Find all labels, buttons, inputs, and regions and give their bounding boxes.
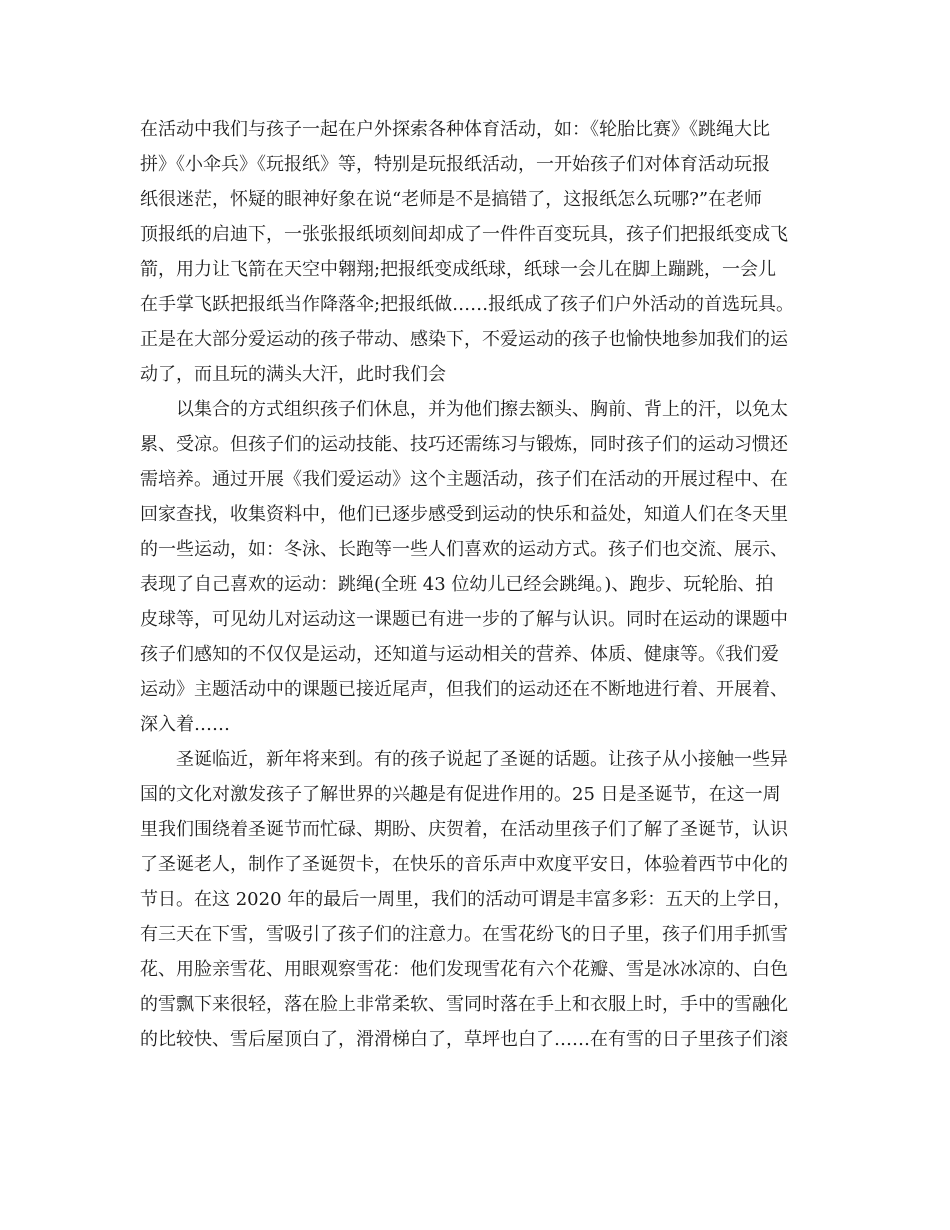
text-line: 顶报纸的启迪下，一张张报纸顷刻间却成了一件件百变玩具，孩子们把报纸变成飞 bbox=[140, 224, 788, 245]
text-line: 动了，而且玩的满头大汗，此时我们会 bbox=[140, 364, 446, 385]
text-line: 正是在大部分爱运动的孩子带动、感染下，不爱运动的孩子也愉快地参加我们的运 bbox=[140, 329, 788, 350]
text-line: 国的文化对激发孩子了解世界的兴趣是有促进作用的。25 日是圣诞节，在这一周 bbox=[140, 784, 781, 805]
text-line: 累、受凉。但孩子们的运动技能、技巧还需练习与锻炼，同时孩子们的运动习惯还 bbox=[140, 434, 788, 455]
text-line: 回家查找，收集资料中，他们已逐步感受到运动的快乐和益处，知道人们在冬天里 bbox=[140, 504, 788, 525]
text-line: 孩子们感知的不仅仅是运动，还知道与运动相关的营养、体质、健康等。《我们爱 bbox=[140, 644, 779, 665]
text-line: 在活动中我们与孩子一起在户外探索各种体育活动，如：《轮胎比赛》《跳绳大比 bbox=[140, 119, 770, 140]
text-line: 需培养。通过开展《我们爱运动》这个主题活动，孩子们在活动的开展过程中、在 bbox=[140, 469, 788, 490]
text-line: 箭，用力让飞箭在天空中翱翔;把报纸变成纸球，纸球一会儿在脚上蹦跳，一会儿 bbox=[140, 259, 777, 280]
text-line: 有三天在下雪，雪吸引了孩子们的注意力。在雪花纷飞的日子里，孩子们用手抓雪 bbox=[140, 924, 788, 945]
text-line: 了圣诞老人，制作了圣诞贺卡，在快乐的音乐声中欢度平安日，体验着西节中化的 bbox=[140, 854, 788, 875]
text-line: 节日。在这 2020 年的最后一周里，我们的活动可谓是丰富多彩：五天的上学日， bbox=[140, 889, 792, 910]
text-line: 纸很迷茫，怀疑的眼神好象在说“老师是不是搞错了，这报纸怎么玩哪?”在老师 bbox=[140, 189, 763, 210]
text-line: 里我们围绕着圣诞节而忙碌、期盼、庆贺着，在活动里孩子们了解了圣诞节，认识 bbox=[140, 819, 788, 840]
text-line: 深入着…… bbox=[140, 714, 230, 735]
document-body bbox=[140, 112, 820, 1057]
text-line: 拼》《小伞兵》《玩报纸》等，特别是玩报纸活动，一开始孩子们对体育活动玩报 bbox=[140, 154, 770, 175]
text-line: 皮球等，可见幼儿对运动这一课题已有进一步的了解与认识。同时在运动的课题中 bbox=[140, 609, 788, 630]
paragraph-first-line: 圣诞临近，新年将来到。有的孩子说起了圣诞的话题。让孩子从小接触一些异 bbox=[176, 749, 788, 770]
text-line: 运动》主题活动中的课题已接近尾声，但我们的运动还在不断地进行着、开展着、 bbox=[140, 679, 788, 700]
text-line: 花、用脸亲雪花、用眼观察雪花：他们发现雪花有六个花瓣、雪是冰冰凉的、白色 bbox=[140, 959, 788, 980]
text-line: 表现了自己喜欢的运动：跳绳(全班 43 位幼儿已经会跳绳。)、跑步、玩轮胎、拍 bbox=[140, 574, 774, 595]
text-line: 的雪飘下来很轻，落在脸上非常柔软、雪同时落在手上和衣服上时，手中的雪融化 bbox=[140, 994, 788, 1015]
text-line: 的一些运动，如：冬泳、长跑等一些人们喜欢的运动方式。孩子们也交流、展示、 bbox=[140, 539, 788, 560]
paragraph-first-line: 以集合的方式组织孩子们休息，并为他们擦去额头、胸前、背上的汗，以免太 bbox=[176, 399, 788, 420]
text-line: 的比较快、雪后屋顶白了，滑滑梯白了，草坪也白了……在有雪的日子里孩子们滚 bbox=[140, 1029, 788, 1050]
text-line: 在手掌飞跃把报纸当作降落伞;把报纸做……报纸成了孩子们户外活动的首选玩具。 bbox=[140, 294, 795, 315]
